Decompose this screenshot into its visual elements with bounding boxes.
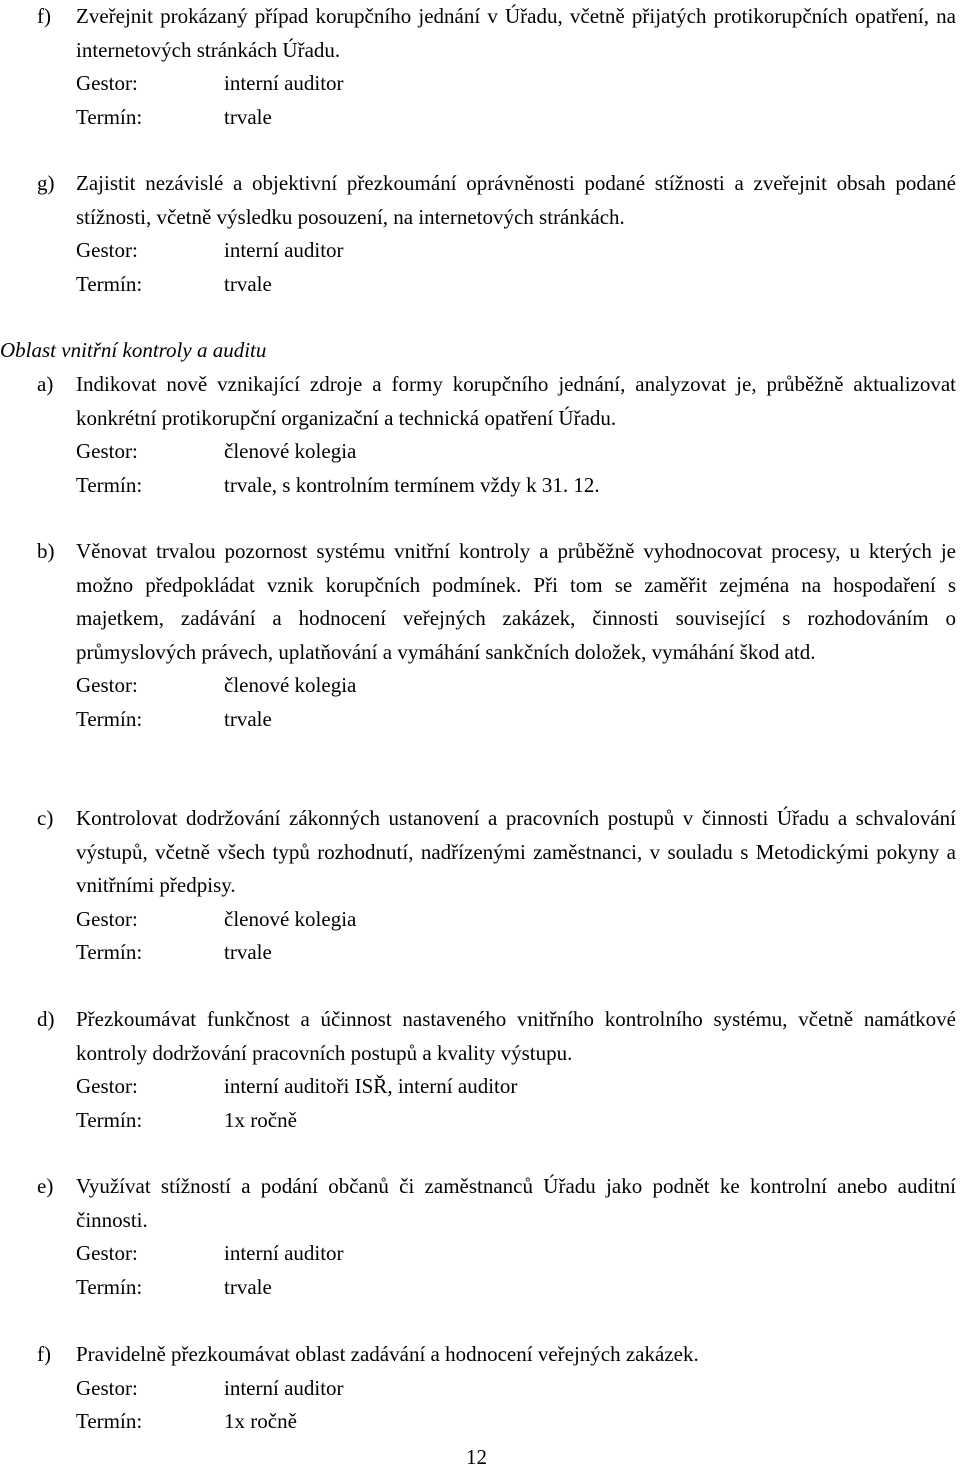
termin-row: [76, 703, 960, 737]
termin-label: Termín:: [76, 1107, 143, 1132]
gestor-label: Gestor:: [76, 673, 138, 697]
gestor-value: interní auditoři ISŘ, interní auditor: [224, 1074, 518, 1098]
item-text: Zajistit nezávislé a objektivní přezkoumání oprávněnosti podané stížnosti a zveřejnit obsah podané stížnosti, včetně výsledku posouzení, na internetových stránkách.: [76, 171, 956, 229]
page-number: 12: [466, 1445, 487, 1469]
measure-item: [0, 1338, 960, 1439]
item-label: c): [37, 806, 54, 830]
gestor-label: Gestor:: [76, 1375, 138, 1400]
gestor-value: členové kolegia: [224, 439, 357, 463]
gestor-label: Gestor:: [76, 906, 138, 931]
termin-value: trvale: [224, 706, 272, 731]
gestor-label: Gestor:: [76, 1074, 138, 1098]
gestor-label: Gestor:: [76, 439, 138, 463]
termin-label: Termín:: [76, 104, 143, 129]
termin-row: [76, 1104, 960, 1138]
gestor-row: [76, 1237, 960, 1271]
gestor-label: Gestor:: [76, 71, 138, 95]
item-text: Přezkoumávat funkčnost a účinnost nastaveného vnitřního kontrolního systému, včetně namátkové kontroly dodržování pracovních postupů a kvality výstupu.: [76, 1007, 956, 1065]
gestor-label: Gestor:: [76, 1241, 138, 1265]
gestor-value: členové kolegia: [224, 906, 357, 931]
gestor-row: [76, 669, 960, 703]
termin-value: trvale: [224, 104, 272, 129]
gestor-row: [76, 1070, 960, 1104]
item-text: Indikovat nově vznikající zdroje a formy korupčního jednání, analyzovat je, průběžně aktualizovat konkrétní protikorupční organizační a technická opatření Úřadu.: [76, 372, 956, 430]
termin-row: [76, 268, 960, 302]
item-label: f): [37, 4, 51, 28]
item-text: Zveřejnit prokázaný případ korupčního jednání v Úřadu, včetně přijatých protikorupčních opatření, na internetových stránkách Úřadu.: [76, 4, 956, 62]
termin-row: [76, 469, 960, 503]
item-label: d): [37, 1007, 55, 1031]
measure-item: [0, 535, 960, 736]
item-label: b): [37, 539, 55, 563]
termin-label: Termín:: [76, 940, 143, 964]
item-label: g): [37, 171, 55, 195]
termin-row: [76, 1405, 960, 1439]
termin-value: trvale, s kontrolním termínem vždy k 31. 12.: [224, 472, 600, 497]
section-heading: Oblast vnitřní kontroly a auditu: [0, 338, 267, 362]
termin-value: trvale: [224, 1274, 272, 1299]
measure-item: [0, 802, 960, 970]
item-text: Věnovat trvalou pozornost systému vnitřní kontroly a průběžně vyhodnocovat procesy, u kterých je možno předpokládat vznik korupčních podmínek. Při tom se zaměřit zejména na hospodaření s majetkem, zadávání a hodnocení veřejných zakázek, činnosti související s rozhodováním o průmyslových právech, uplatňování a vymáhání sankčních doložek, vymáhání škod atd.: [76, 539, 956, 664]
termin-value: trvale: [224, 940, 272, 964]
gestor-label: Gestor:: [76, 238, 138, 262]
termin-label: Termín:: [76, 706, 143, 731]
termin-row: [76, 1271, 960, 1305]
termin-row: [76, 936, 960, 970]
gestor-row: [76, 67, 960, 101]
gestor-value: interní auditor: [224, 238, 344, 262]
measure-item: [0, 1170, 960, 1304]
gestor-row: [76, 435, 960, 469]
item-label: f): [37, 1342, 51, 1366]
gestor-row: [76, 1372, 960, 1406]
termin-label: Termín:: [76, 1274, 143, 1299]
measure-item: [0, 368, 960, 502]
item-label: e): [37, 1174, 54, 1198]
termin-label: Termín:: [76, 271, 143, 296]
termin-row: [76, 101, 960, 135]
gestor-value: interní auditor: [224, 71, 344, 95]
termin-value: 1x ročně: [224, 1107, 297, 1132]
termin-label: Termín:: [76, 472, 143, 497]
gestor-value: členové kolegia: [224, 673, 357, 697]
termin-value: trvale: [224, 271, 272, 296]
termin-value: 1x ročně: [224, 1409, 297, 1433]
measure-item: [0, 1003, 960, 1137]
gestor-row: [76, 903, 960, 937]
gestor-value: interní auditor: [224, 1241, 344, 1265]
termin-label: Termín:: [76, 1409, 143, 1433]
item-label: a): [37, 372, 54, 396]
item-text: Využívat stížností a podání občanů či zaměstnanců Úřadu jako podnět ke kontrolní anebo auditní činnosti.: [76, 1174, 956, 1232]
item-text: Kontrolovat dodržování zákonných ustanovení a pracovních postupů v činnosti Úřadu a schvalování výstupů, včetně všech typů rozhodnutí, nadřízenými zaměstnanci, v souladu s Metodickými pokyny a vnitřními předpisy.: [76, 806, 956, 897]
gestor-value: interní auditor: [224, 1375, 344, 1400]
gestor-row: [76, 234, 960, 268]
measure-item: [0, 0, 960, 134]
measure-item: [0, 167, 960, 301]
item-text: Pravidelně přezkoumávat oblast zadávání a hodnocení veřejných zakázek.: [76, 1342, 699, 1366]
